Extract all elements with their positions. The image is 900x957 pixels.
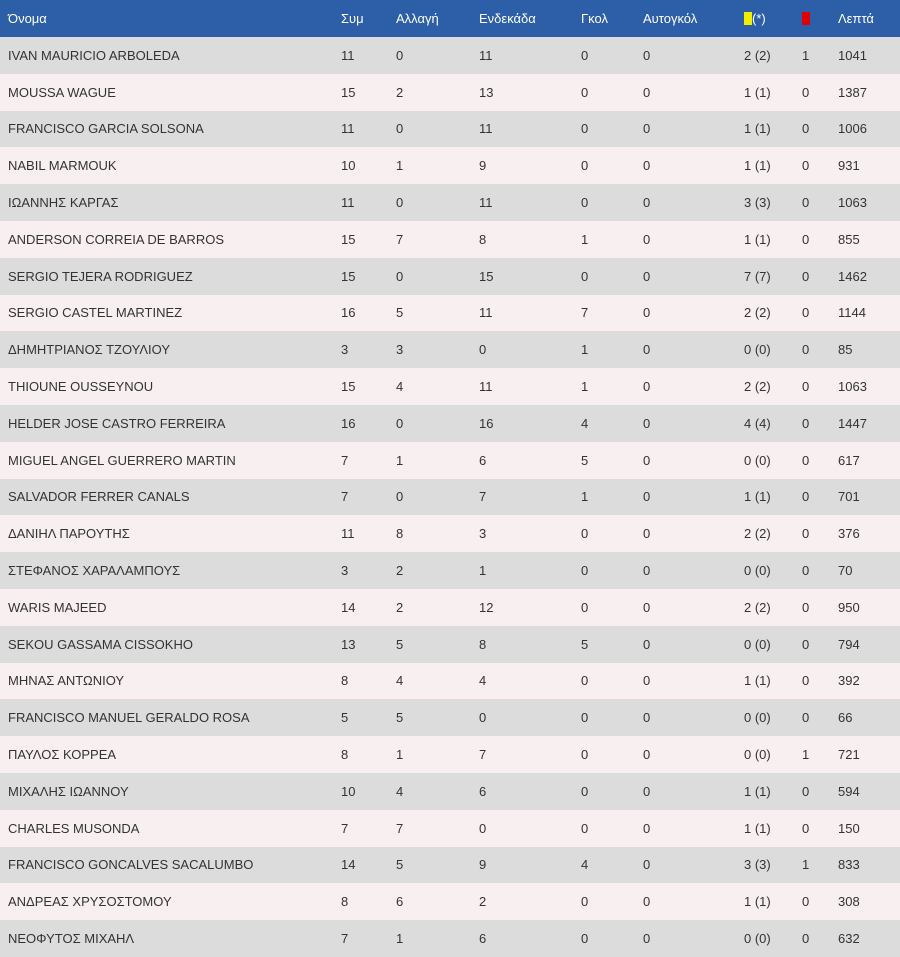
cell-starts: 12 — [479, 599, 494, 615]
table-row — [0, 552, 900, 589]
cell-red-cards: 0 — [802, 636, 810, 652]
cell-minutes: 1006 — [838, 121, 867, 137]
cell-starts: 11 — [479, 379, 493, 395]
cell-own-goals: 0 — [643, 710, 651, 726]
cell-minutes: 308 — [838, 894, 860, 910]
cell-starts: 15 — [479, 268, 494, 284]
cell-starts: 6 — [479, 452, 487, 468]
col-header-yellow[interactable] — [744, 0, 802, 37]
cell-own-goals: 0 — [643, 673, 651, 689]
cell-goals: 4 — [581, 857, 589, 873]
cell-yellow-cards: 1 (1) — [744, 783, 771, 799]
cell-subs: 0 — [396, 47, 404, 63]
cell-yellow-cards: 4 (4) — [744, 415, 771, 431]
cell-own-goals: 0 — [643, 820, 651, 836]
cell-subs: 7 — [396, 820, 404, 836]
cell-subs: 5 — [396, 857, 404, 873]
cell-starts: 11 — [479, 305, 493, 321]
cell-yellow-cards: 3 (3) — [744, 195, 771, 211]
cell-apps: 7 — [341, 489, 349, 505]
table-body — [0, 37, 900, 957]
cell-own-goals: 0 — [643, 305, 651, 321]
cell-name[interactable]: FRANCISCO MANUEL GERALDO ROSA — [8, 710, 250, 726]
cell-minutes: 70 — [838, 563, 853, 579]
cell-name[interactable]: NABIL MARMOUK — [8, 158, 117, 174]
cell-starts: 8 — [479, 636, 487, 652]
cell-yellow-cards: 1 (1) — [744, 158, 771, 174]
cell-own-goals: 0 — [643, 747, 651, 763]
cell-apps: 14 — [341, 599, 356, 615]
cell-name[interactable]: ΜΗΝΑΣ ΑΝΤΩΝΙΟΥ — [8, 673, 125, 689]
cell-name[interactable]: IVAN MAURICIO ARBOLEDA — [8, 47, 180, 63]
table-row — [0, 74, 900, 111]
cell-minutes: 150 — [838, 820, 860, 836]
cell-starts: 0 — [479, 820, 487, 836]
cell-own-goals: 0 — [643, 894, 651, 910]
cell-apps: 3 — [341, 563, 349, 579]
cell-apps: 11 — [341, 526, 355, 542]
cell-red-cards: 1 — [802, 47, 810, 63]
cell-starts: 7 — [479, 747, 487, 763]
cell-yellow-cards: 2 (2) — [744, 379, 771, 395]
cell-own-goals: 0 — [643, 47, 651, 63]
cell-minutes: 392 — [838, 673, 860, 689]
cell-subs: 1 — [396, 931, 404, 947]
cell-minutes: 617 — [838, 452, 860, 468]
cell-name[interactable]: CHARLES MUSONDA — [8, 820, 140, 836]
cell-goals: 0 — [581, 894, 589, 910]
cell-starts: 9 — [479, 857, 487, 873]
table-row — [0, 479, 900, 516]
cell-own-goals: 0 — [643, 158, 651, 174]
cell-yellow-cards: 0 (0) — [744, 747, 771, 763]
cell-minutes: 1462 — [838, 268, 867, 284]
cell-yellow-cards: 0 (0) — [744, 563, 771, 579]
cell-minutes: 1063 — [838, 379, 867, 395]
cell-name[interactable]: ΝΕΟΦΥΤΟΣ ΜΙΧΑΗΛ — [8, 931, 135, 947]
cell-apps: 5 — [341, 710, 349, 726]
cell-red-cards: 1 — [802, 857, 810, 873]
cell-subs: 2 — [396, 84, 404, 100]
cell-apps: 15 — [341, 84, 356, 100]
cell-goals: 0 — [581, 526, 589, 542]
cell-apps: 8 — [341, 673, 349, 689]
table-row — [0, 589, 900, 626]
cell-starts: 7 — [479, 489, 487, 505]
cell-own-goals: 0 — [643, 599, 651, 615]
cell-yellow-cards: 1 (1) — [744, 84, 771, 100]
cell-goals: 0 — [581, 747, 589, 763]
cell-own-goals: 0 — [643, 783, 651, 799]
cell-yellow-cards: 1 (1) — [744, 820, 771, 836]
cell-minutes: 632 — [838, 931, 860, 947]
cell-yellow-cards: 1 (1) — [744, 894, 771, 910]
cell-yellow-cards: 1 (1) — [744, 231, 771, 247]
cell-own-goals: 0 — [643, 931, 651, 947]
col-header-minutes[interactable]: Λεπτά — [838, 11, 874, 26]
cell-starts: 6 — [479, 931, 487, 947]
cell-starts: 0 — [479, 342, 487, 358]
cell-starts: 13 — [479, 84, 494, 100]
cell-name[interactable]: ΔΗΜΗΤΡΙΑΝΟΣ ΤΖΟΥΛΙΟΥ — [8, 342, 171, 358]
cell-subs: 5 — [396, 305, 404, 321]
cell-yellow-cards: 0 (0) — [744, 452, 771, 468]
col-header-own-goals[interactable]: Αυτογκόλ — [643, 11, 698, 26]
cell-name[interactable]: SALVADOR FERRER CANALS — [8, 489, 190, 505]
cell-red-cards: 1 — [802, 747, 810, 763]
cell-minutes: 1041 — [838, 47, 867, 63]
cell-minutes: 721 — [838, 747, 860, 763]
cell-goals: 0 — [581, 47, 589, 63]
cell-apps: 7 — [341, 820, 349, 836]
table-row — [0, 147, 900, 184]
table-row — [0, 368, 900, 405]
cell-name[interactable]: MOUSSA WAGUE — [8, 84, 116, 100]
cell-apps: 10 — [341, 158, 356, 174]
yellow-header-suffix: (*) — [752, 11, 766, 26]
cell-minutes: 594 — [838, 783, 860, 799]
cell-own-goals: 0 — [643, 231, 651, 247]
cell-goals: 1 — [581, 342, 589, 358]
cell-name[interactable]: ΠΑΥΛΟΣ ΚΟΡΡΕΑ — [8, 747, 117, 763]
cell-minutes: 931 — [838, 158, 860, 174]
cell-minutes: 950 — [838, 599, 860, 615]
cell-own-goals: 0 — [643, 636, 651, 652]
cell-red-cards: 0 — [802, 415, 810, 431]
cell-name[interactable]: FRANCISCO GARCIA SOLSONA — [8, 121, 204, 137]
cell-minutes: 66 — [838, 710, 853, 726]
cell-red-cards: 0 — [802, 489, 810, 505]
cell-red-cards: 0 — [802, 305, 810, 321]
cell-subs: 5 — [396, 710, 404, 726]
cell-own-goals: 0 — [643, 342, 651, 358]
cell-apps: 11 — [341, 121, 355, 137]
cell-goals: 1 — [581, 489, 589, 505]
cell-apps: 15 — [341, 379, 356, 395]
cell-yellow-cards: 1 (1) — [744, 121, 771, 137]
cell-subs: 0 — [396, 268, 404, 284]
table-row — [0, 221, 900, 258]
cell-apps: 3 — [341, 342, 349, 358]
cell-minutes: 85 — [838, 342, 853, 358]
cell-subs: 0 — [396, 489, 404, 505]
cell-yellow-cards: 2 (2) — [744, 599, 771, 615]
cell-name[interactable]: ΔΑΝΙΗΛ ΠΑΡΟΥΤΗΣ — [8, 526, 130, 542]
cell-apps: 7 — [341, 452, 349, 468]
cell-apps: 15 — [341, 268, 356, 284]
cell-subs: 7 — [396, 231, 404, 247]
cell-apps: 7 — [341, 931, 349, 947]
cell-red-cards: 0 — [802, 231, 810, 247]
col-header-goals[interactable]: Γκολ — [581, 11, 608, 26]
cell-name[interactable]: THIOUNE OUSSEYNOU — [8, 379, 154, 395]
cell-red-cards: 0 — [802, 710, 810, 726]
table-row — [0, 111, 900, 148]
cell-goals: 0 — [581, 820, 589, 836]
cell-yellow-cards: 0 (0) — [744, 636, 771, 652]
cell-subs: 3 — [396, 342, 404, 358]
cell-minutes: 833 — [838, 857, 860, 873]
table-row — [0, 258, 900, 295]
cell-red-cards: 0 — [802, 820, 810, 836]
cell-goals: 7 — [581, 305, 589, 321]
cell-red-cards: 0 — [802, 158, 810, 174]
cell-minutes: 1387 — [838, 84, 867, 100]
cell-starts: 11 — [479, 195, 493, 211]
cell-red-cards: 0 — [802, 452, 810, 468]
cell-subs: 4 — [396, 783, 404, 799]
cell-goals: 1 — [581, 379, 589, 395]
cell-goals: 1 — [581, 231, 589, 247]
cell-name[interactable]: ΑΝΔΡΕΑΣ ΧΡΥΣΟΣΤΟΜΟΥ — [8, 894, 172, 910]
cell-name[interactable]: ΙΩΑΝΝΗΣ ΚΑΡΓΑΣ — [8, 195, 119, 211]
cell-subs: 2 — [396, 563, 404, 579]
cell-yellow-cards: 0 (0) — [744, 931, 771, 947]
table-row — [0, 810, 900, 847]
cell-starts: 16 — [479, 415, 494, 431]
cell-subs: 5 — [396, 636, 404, 652]
cell-yellow-cards: 1 (1) — [744, 673, 771, 689]
cell-goals: 0 — [581, 563, 589, 579]
cell-apps: 16 — [341, 415, 356, 431]
cell-subs: 6 — [396, 894, 404, 910]
col-header-starts[interactable]: Ενδεκάδα — [479, 11, 536, 26]
cell-red-cards: 0 — [802, 268, 810, 284]
cell-own-goals: 0 — [643, 452, 651, 468]
cell-red-cards: 0 — [802, 342, 810, 358]
cell-subs: 4 — [396, 379, 404, 395]
cell-red-cards: 0 — [802, 563, 810, 579]
cell-subs: 0 — [396, 195, 404, 211]
cell-starts: 11 — [479, 47, 493, 63]
cell-red-cards: 0 — [802, 121, 810, 137]
cell-name[interactable]: WARIS MAJEED — [8, 599, 107, 615]
cell-starts: 0 — [479, 710, 487, 726]
table-row — [0, 442, 900, 479]
table-row — [0, 626, 900, 663]
cell-apps: 15 — [341, 231, 356, 247]
cell-own-goals: 0 — [643, 563, 651, 579]
cell-name[interactable]: HELDER JOSE CASTRO FERREIRA — [8, 415, 226, 431]
cell-subs: 0 — [396, 415, 404, 431]
cell-subs: 1 — [396, 747, 404, 763]
cell-name[interactable]: SEKOU GASSAMA CISSOKHO — [8, 636, 193, 652]
col-header-name[interactable]: Όνομα — [8, 11, 47, 26]
table-row — [0, 883, 900, 920]
cell-yellow-cards: 7 (7) — [744, 268, 771, 284]
cell-goals: 0 — [581, 195, 589, 211]
cell-name[interactable]: SERGIO CASTEL MARTINEZ — [8, 305, 183, 321]
cell-own-goals: 0 — [643, 857, 651, 873]
header-row — [0, 0, 900, 37]
cell-apps: 16 — [341, 305, 356, 321]
cell-goals: 0 — [581, 931, 589, 947]
cell-yellow-cards: 0 (0) — [744, 710, 771, 726]
table-row — [0, 847, 900, 884]
cell-minutes: 794 — [838, 636, 860, 652]
cell-subs: 1 — [396, 452, 404, 468]
cell-goals: 0 — [581, 158, 589, 174]
cell-name[interactable]: SERGIO TEJERA RODRIGUEZ — [8, 268, 193, 284]
cell-red-cards: 0 — [802, 599, 810, 615]
cell-name[interactable]: MIGUEL ANGEL GUERRERO MARTIN — [8, 452, 236, 468]
cell-starts: 3 — [479, 526, 487, 542]
table-header — [0, 0, 900, 37]
cell-yellow-cards: 3 (3) — [744, 857, 771, 873]
table-row — [0, 405, 900, 442]
cell-minutes: 701 — [838, 489, 860, 505]
cell-goals: 0 — [581, 84, 589, 100]
cell-minutes: 1144 — [838, 305, 866, 321]
cell-own-goals: 0 — [643, 379, 651, 395]
col-header-apps[interactable]: Συμ — [341, 11, 364, 26]
cell-red-cards: 0 — [802, 379, 810, 395]
cell-yellow-cards: 2 (2) — [744, 526, 771, 542]
cell-subs: 1 — [396, 158, 404, 174]
cell-own-goals: 0 — [643, 121, 651, 137]
cell-minutes: 1447 — [838, 415, 867, 431]
cell-red-cards: 0 — [802, 84, 810, 100]
cell-own-goals: 0 — [643, 84, 651, 100]
cell-apps: 14 — [341, 857, 356, 873]
cell-red-cards: 0 — [802, 195, 810, 211]
cell-name[interactable]: ANDERSON CORREIA DE BARROS — [8, 231, 224, 247]
cell-name[interactable]: ΣΤΕΦΑΝΟΣ ΧΑΡΑΛΑΜΠΟΥΣ — [8, 563, 181, 579]
cell-goals: 5 — [581, 636, 589, 652]
table-row — [0, 37, 900, 74]
cell-goals: 5 — [581, 452, 589, 468]
cell-starts: 9 — [479, 158, 487, 174]
cell-goals: 0 — [581, 599, 589, 615]
table-row — [0, 920, 900, 957]
cell-starts: 8 — [479, 231, 487, 247]
cell-goals: 0 — [581, 673, 589, 689]
cell-red-cards: 0 — [802, 931, 810, 947]
cell-apps: 13 — [341, 636, 356, 652]
cell-red-cards: 0 — [802, 783, 810, 799]
cell-apps: 8 — [341, 747, 349, 763]
cell-subs: 8 — [396, 526, 404, 542]
col-header-red[interactable] — [802, 0, 838, 37]
cell-starts: 4 — [479, 673, 487, 689]
table-row — [0, 773, 900, 810]
table-row — [0, 515, 900, 552]
cell-own-goals: 0 — [643, 268, 651, 284]
yellow-card-icon — [744, 12, 752, 25]
red-card-icon — [802, 12, 810, 25]
cell-own-goals: 0 — [643, 415, 651, 431]
table-row — [0, 331, 900, 368]
cell-name[interactable]: ΜΙΧΑΛΗΣ ΙΩΑΝΝΟΥ — [8, 783, 129, 799]
cell-apps: 8 — [341, 894, 349, 910]
table-row — [0, 736, 900, 773]
cell-starts: 2 — [479, 894, 487, 910]
cell-own-goals: 0 — [643, 526, 651, 542]
cell-goals: 0 — [581, 710, 589, 726]
table-row — [0, 184, 900, 221]
cell-red-cards: 0 — [802, 673, 810, 689]
cell-minutes: 376 — [838, 526, 860, 542]
cell-apps: 11 — [341, 195, 355, 211]
cell-red-cards: 0 — [802, 894, 810, 910]
col-header-subs[interactable]: Αλλαγή — [396, 11, 439, 26]
cell-starts: 6 — [479, 783, 487, 799]
cell-minutes: 855 — [838, 231, 860, 247]
cell-starts: 1 — [479, 563, 487, 579]
cell-yellow-cards: 2 (2) — [744, 47, 771, 63]
cell-apps: 11 — [341, 47, 355, 63]
cell-minutes: 1063 — [838, 195, 867, 211]
table-row — [0, 295, 900, 332]
cell-name[interactable]: FRANCISCO GONCALVES SACALUMBO — [8, 857, 254, 873]
cell-goals: 0 — [581, 268, 589, 284]
cell-subs: 4 — [396, 673, 404, 689]
cell-yellow-cards: 1 (1) — [744, 489, 771, 505]
cell-goals: 0 — [581, 783, 589, 799]
cell-starts: 11 — [479, 121, 493, 137]
cell-subs: 2 — [396, 599, 404, 615]
cell-own-goals: 0 — [643, 489, 651, 505]
table-row — [0, 699, 900, 736]
cell-goals: 0 — [581, 121, 589, 137]
cell-yellow-cards: 0 (0) — [744, 342, 771, 358]
cell-subs: 0 — [396, 121, 404, 137]
cell-apps: 10 — [341, 783, 356, 799]
cell-yellow-cards: 2 (2) — [744, 305, 771, 321]
cell-own-goals: 0 — [643, 195, 651, 211]
cell-goals: 4 — [581, 415, 589, 431]
cell-red-cards: 0 — [802, 526, 810, 542]
table-row — [0, 663, 900, 700]
